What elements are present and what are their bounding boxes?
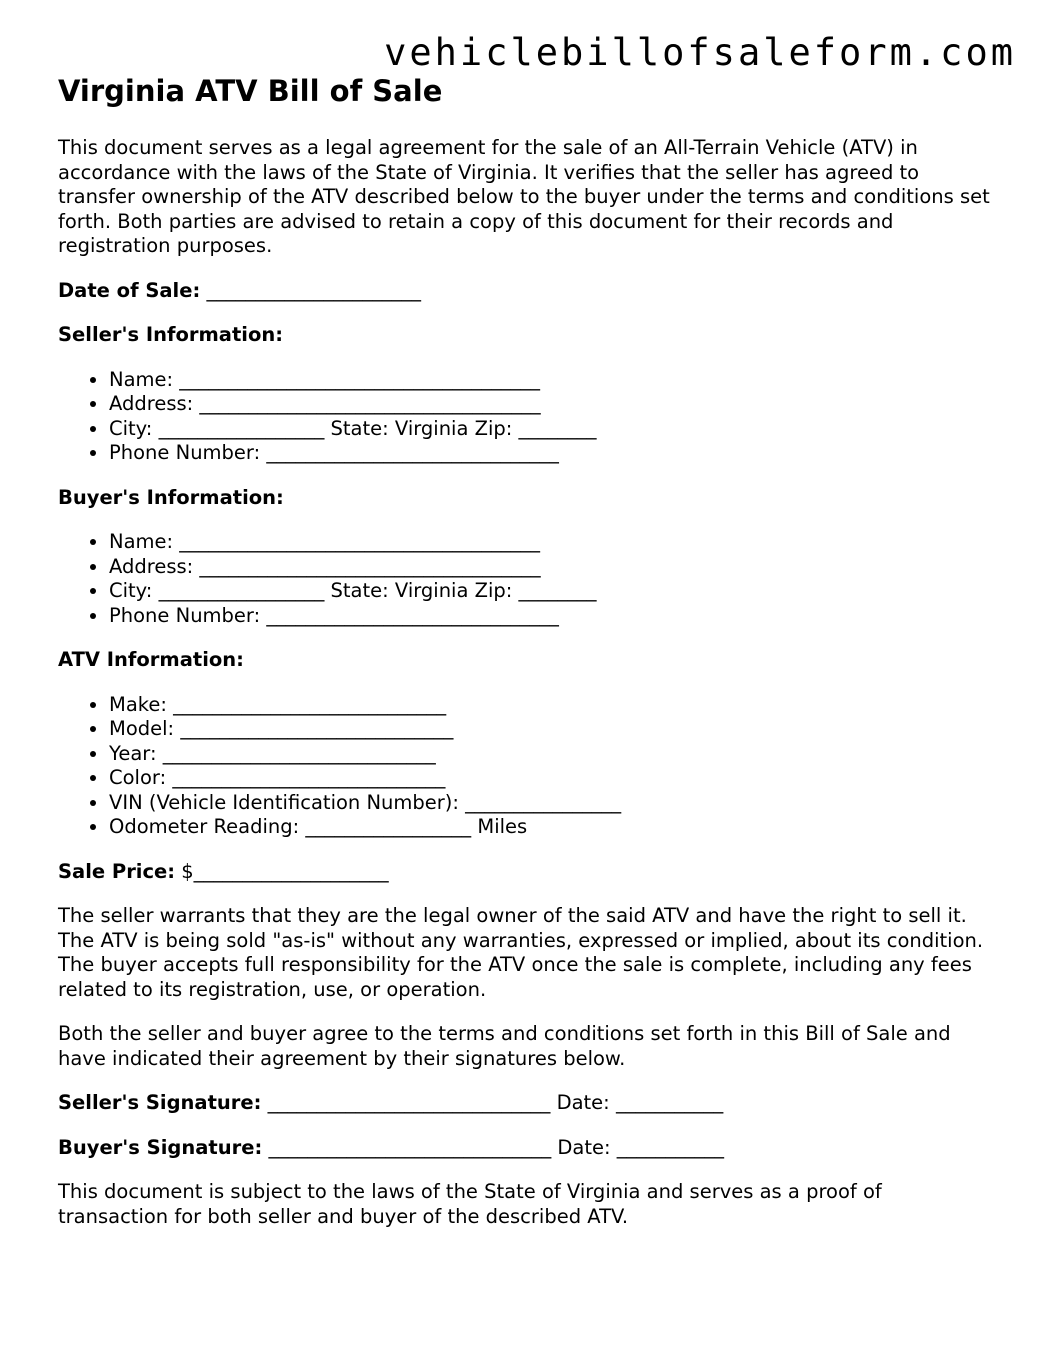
closing-paragraph: This document is subject to the laws of the State of Virginia and serves as a proof of transaction for both seller and buyer of the described ATV. bbox=[58, 1180, 882, 1228]
buyer-address-item: • Address: ___________________________________ bbox=[109, 555, 998, 580]
watermark: vehiclebillofsaleform.com bbox=[384, 31, 1016, 74]
seller-signature-blank: _____________________________ Date: ___________ bbox=[261, 1091, 724, 1114]
seller-info-heading: Seller's Information: bbox=[58, 323, 284, 346]
seller-info-list bbox=[58, 368, 998, 466]
sale-price-label: Sale Price: bbox=[58, 859, 176, 883]
date-of-sale-line bbox=[58, 279, 998, 304]
buyer-name-item: • Name: _____________________________________ bbox=[109, 530, 998, 555]
warranty-paragraph: The seller warrants that they are the legal owner of the said ATV and have the right to sell it. The ATV is being sold "as-is" without any warranties, expressed or implied, about its condition. The buyer accepts full responsibility for the ATV once the sale is complete, including any fees related to its registration, use, or operation. bbox=[58, 904, 984, 1001]
atv-info-heading: ATV Information: bbox=[58, 648, 244, 671]
buyer-phone-item: • Phone Number: ______________________________ bbox=[109, 604, 998, 629]
seller-phone-item: • Phone Number: ______________________________ bbox=[109, 441, 998, 466]
atv-make-item: • Make: ____________________________ bbox=[109, 693, 998, 718]
seller-name-item: • Name: _____________________________________ bbox=[109, 368, 998, 393]
document-title: Virginia ATV Bill of Sale bbox=[58, 74, 443, 108]
seller-signature-line bbox=[58, 1091, 998, 1116]
sale-price-blank: $____________________ bbox=[175, 859, 389, 883]
seller-address-item: • Address: ___________________________________ bbox=[109, 392, 998, 417]
atv-year-item: • Year: ____________________________ bbox=[109, 742, 998, 767]
agreement-paragraph: Both the seller and buyer agree to the terms and conditions set forth in this Bill of Sale and have indicated their agreement by their signatures below. bbox=[58, 1022, 951, 1070]
buyer-signature-label: Buyer's Signature: bbox=[58, 1135, 263, 1159]
buyer-signature-line bbox=[58, 1136, 998, 1161]
buyer-city-item: • City: _________________ State: Virginia Zip: ________ bbox=[109, 579, 998, 604]
sale-price-line bbox=[58, 860, 998, 885]
atv-model-item: • Model: ____________________________ bbox=[109, 717, 998, 742]
date-of-sale-blank: ______________________ bbox=[200, 278, 421, 302]
atv-info-list bbox=[58, 693, 998, 840]
buyer-info-heading: Buyer's Information: bbox=[58, 485, 284, 509]
document-body bbox=[58, 72, 998, 1249]
intro-paragraph: This document serves as a legal agreement for the sale of an All-Terrain Vehicle (ATV) in accordance with the laws of the State of Virginia. It verifies that the seller has agreed to transfer ownership of the ATV described below to the buyer under the terms and conditions set forth. Both parties are advised to retain a copy of this document for their records and registration purposes. bbox=[58, 136, 990, 257]
buyer-signature-blank: _____________________________ Date: ___________ bbox=[262, 1135, 725, 1159]
atv-vin-item: • VIN (Vehicle Identification Number): ________________ bbox=[109, 791, 998, 816]
seller-signature-label: Seller's Signature: bbox=[58, 1091, 262, 1114]
atv-odometer-item: • Odometer Reading: _________________ Miles bbox=[109, 815, 998, 840]
atv-color-item: • Color: ____________________________ bbox=[109, 766, 998, 791]
seller-city-item: • City: _________________ State: Virginia Zip: ________ bbox=[109, 417, 998, 442]
buyer-info-list bbox=[58, 530, 998, 628]
date-of-sale-label: Date of Sale: bbox=[58, 278, 201, 302]
